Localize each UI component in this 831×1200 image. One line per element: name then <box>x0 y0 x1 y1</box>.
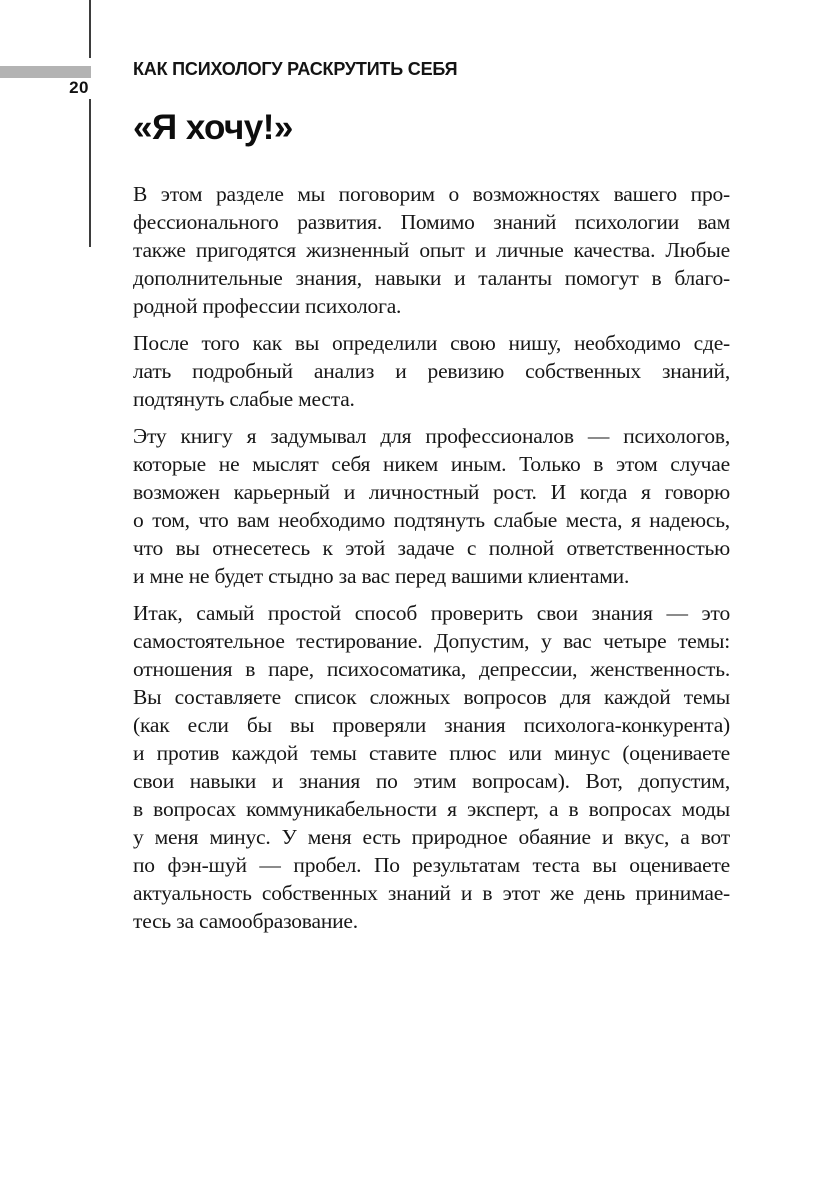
text-line: что вы отнесетесь к этой задаче с полной ответственностью <box>133 536 730 560</box>
page-number: 20 <box>69 78 89 97</box>
margin-rule-bottom <box>89 99 91 247</box>
text-line: самостоятельное тестирование. Допустим, у вас четыре темы: <box>133 629 730 653</box>
text-line: у меня минус. У меня есть природное обаяние и вкус, а вот <box>133 825 730 849</box>
text-line: и мне не будет стыдно за вас перед вашими клиентами. <box>133 564 630 588</box>
body-text <box>133 180 730 944</box>
chapter-heading: «Я хочу!» <box>133 108 293 147</box>
paragraph-1 <box>133 180 730 320</box>
text-line: по фэн-шуй — пробел. По результатам теста вы оцениваете <box>133 853 730 877</box>
paragraph-3 <box>133 422 730 590</box>
text-line: родной профессии психолога. <box>133 294 402 318</box>
text-line: тесь за самообразование. <box>133 909 358 933</box>
text-line: дополнительные знания, навыки и таланты помогут в благо- <box>133 266 730 290</box>
text-line: После того как вы определили свою нишу, необходимо сде- <box>133 331 730 355</box>
page-number-bar <box>0 66 91 78</box>
margin-rule-top <box>89 0 91 58</box>
text-line: Вы составляете список сложных вопросов для каждой темы <box>133 685 730 709</box>
text-line: лать подробный анализ и ревизию собственных знаний, <box>133 359 730 383</box>
text-line: Итак, самый простой способ проверить свои знания — это <box>133 601 730 625</box>
text-line: отношения в паре, психосоматика, депрессии, женственность. <box>133 657 730 681</box>
text-line: подтянуть слабые места. <box>133 387 355 411</box>
text-line: Эту книгу я задумывал для профессионалов — психологов, <box>133 424 730 448</box>
text-line: в вопросах коммуникабельности я эксперт, а в вопросах моды <box>133 797 730 821</box>
paragraph-4 <box>133 599 730 935</box>
text-line: также пригодятся жизненный опыт и личные качества. Любые <box>133 238 730 262</box>
text-line: фессионального развития. Помимо знаний психологии вам <box>133 210 730 234</box>
running-header: КАК ПСИХОЛОГУ РАСКРУТИТЬ СЕБЯ <box>133 59 458 79</box>
text-line: (как если бы вы проверяли знания психолога-конкурента) <box>133 713 730 737</box>
text-line: свои навыки и знания по этим вопросам). Вот, допустим, <box>133 769 730 793</box>
text-line: В этом разделе мы поговорим о возможностях вашего про- <box>133 182 730 206</box>
text-line: актуальность собственных знаний и в этот же день принимае- <box>133 881 730 905</box>
paragraph-2 <box>133 329 730 413</box>
text-line: которые не мыслят себя никем иным. Только в этом случае <box>133 452 730 476</box>
text-line: о том, что вам необходимо подтянуть слабые места, я надеюсь, <box>133 508 730 532</box>
text-line: возможен карьерный и личностный рост. И когда я говорю <box>133 480 730 504</box>
text-line: и против каждой темы ставите плюс или минус (оцениваете <box>133 741 730 765</box>
